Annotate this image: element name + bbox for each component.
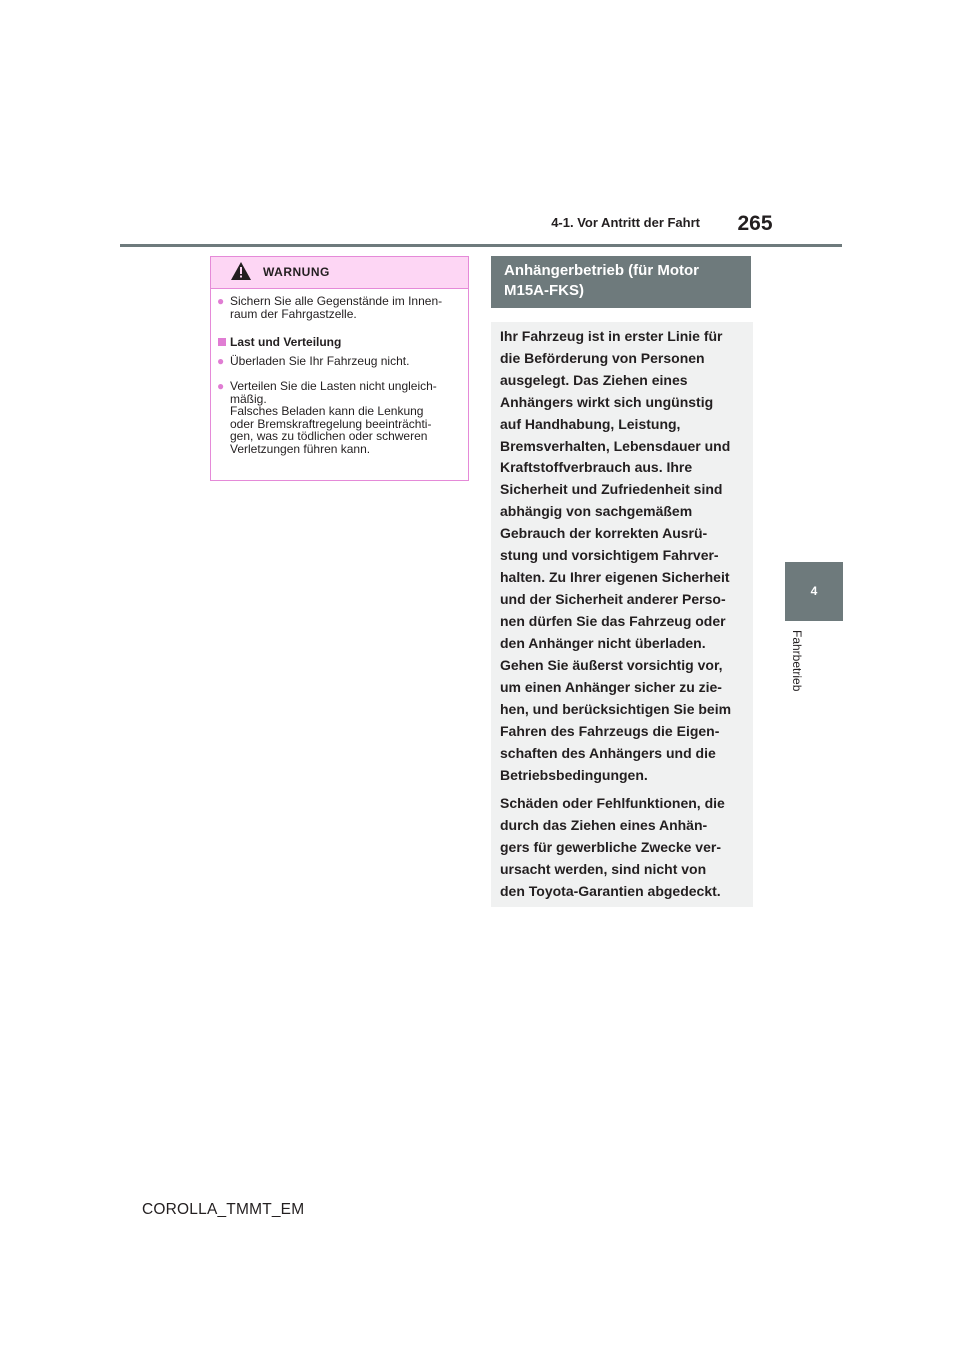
warning-box — [210, 256, 469, 481]
chapter-label: Fahrbetrieb — [790, 630, 804, 692]
body-paragraph: Schäden oder Fehlfunktionen, die durch das Ziehen eines Anhän- gers für gewerbliche Zwecke ver- ursacht werden, sind nicht von den Toyota-Garantien abgedeckt. — [500, 795, 725, 899]
bullet-circle-icon: ● — [217, 294, 225, 308]
warning-item-text: Überladen Sie Ihr Fahrzeug nicht. — [230, 354, 410, 368]
warning-triangle-icon — [231, 262, 251, 280]
bullet-circle-icon: ● — [217, 379, 225, 393]
warning-title: WARNUNG — [263, 265, 330, 279]
bullet-circle-icon: ● — [217, 354, 225, 368]
page-number: 265 — [737, 212, 773, 235]
bullet-square-icon — [218, 338, 226, 346]
warning-item-text: Sichern Sie alle Gegenstände im Innen- raum der Fahrgastzelle. — [230, 294, 443, 321]
warning-item-text: Verteilen Sie die Lasten nicht ungleich- mäßig. Falsches Beladen kann die Lenkung oder Bremskraftregelung beeinträchti- gen, was zu tödlichen oder schweren Verletzungen führen kann. — [230, 379, 437, 456]
content-box — [491, 322, 753, 907]
footer-model-code: COROLLA_TMMT_EM — [142, 1201, 305, 1218]
body-paragraph: Ihr Fahrzeug ist in erster Linie für die Beförderung von Personen ausgelegt. Das Ziehen eines Anhängers wirkt sich ungünstig auf Handhabung, Leistung, Bremsverhalten, Lebensdauer und Kraftstoffverbrauch aus. Ihre Sicherheit und Zufriedenheit sind abhängig von sachgemäßem Gebrauch der korrekten Ausrü- stung und vorsichtigem Fahrver- halten. Zu Ihrer eigenen Sicherheit und der Sicherheit anderer Perso- nen dürfen Sie das Fahrzeug oder den Anhänger nicht überladen. — [500, 328, 731, 651]
body-paragraph: Gehen Sie äußerst vorsichtig vor, um einen Anhänger sicher zu zie- hen, und berücksichtigen Sie beim Fahren des Fahrzeugs die Eigen- schaften des Anhängers und die Betriebsbedingungen. — [500, 657, 732, 783]
section-title: Anhängerbetrieb (für Motor M15A-FKS) — [491, 256, 751, 308]
warning-header — [211, 257, 468, 289]
header-section-title: 4-1. Vor Antritt der Fahrt — [551, 215, 700, 230]
warning-item-heading: Last und Verteilung — [230, 335, 342, 349]
header-divider — [120, 244, 842, 247]
chapter-tab: 4 — [785, 562, 843, 621]
